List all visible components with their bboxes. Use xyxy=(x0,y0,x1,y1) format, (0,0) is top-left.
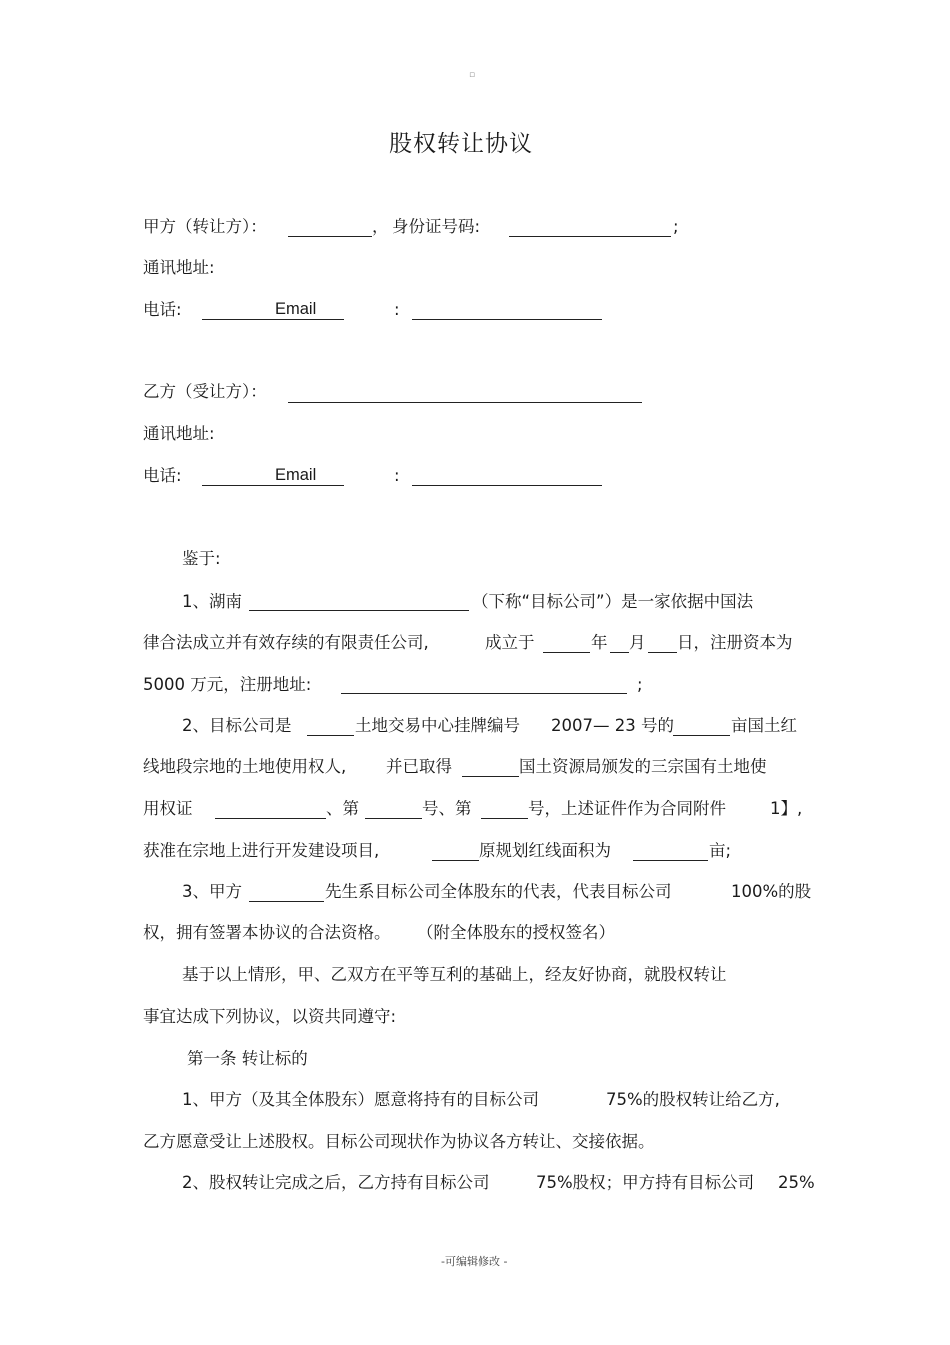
whereas-heading: 鉴于: xyxy=(182,549,221,568)
clause-2-d: 亩国土红 xyxy=(731,716,797,735)
party-a-address-label: 通讯地址: xyxy=(143,258,215,277)
basis-line-1: 基于以上情形，甲、乙双方在平等互利的基础上，经友好协商，就股权转让 xyxy=(182,965,727,984)
clause-2-i: 、第 xyxy=(326,799,359,818)
clause-2-o: 亩; xyxy=(709,841,732,860)
party-a-email-blank[interactable] xyxy=(412,319,602,320)
clause-2-h: 用权证 xyxy=(143,799,193,818)
clause-1-f: 月 xyxy=(629,633,646,652)
clause-1-address-blank[interactable] xyxy=(341,693,627,694)
clause-3-e: （附全体股东的授权签名） xyxy=(417,923,615,942)
party-b-label: 乙方（受让方）： xyxy=(143,382,267,401)
party-a-id-blank[interactable] xyxy=(509,236,671,237)
article-1-p2b: 75%股权；甲方持有目标公司 xyxy=(536,1173,755,1192)
clause-1-c: 律合法成立并有效存续的有限责任公司, xyxy=(143,633,429,652)
clause-1-a: 1、湖南 xyxy=(182,592,242,611)
clause-2-plan-blank[interactable] xyxy=(432,860,479,861)
clause-2-f: 并已取得 xyxy=(386,757,452,776)
clause-2-e: 线地段宗地的土地使用权人, xyxy=(143,757,347,776)
party-a-id-label: 身份证号码: xyxy=(392,217,481,236)
party-b-phone-label: 电话: xyxy=(143,466,182,485)
article-1-p1a: 1、甲方（及其全体股东）愿意将持有的目标公司 xyxy=(182,1090,539,1109)
party-a-email-colon: : xyxy=(394,300,400,319)
clause-1-year-blank[interactable] xyxy=(543,652,590,653)
party-b-name-blank[interactable] xyxy=(288,402,642,403)
party-b-address-label: 通讯地址: xyxy=(143,424,215,443)
clause-1-b: （下称“目标公司”）是一家依据中国法 xyxy=(472,592,754,611)
clause-1-g: 日，注册资本为 xyxy=(677,633,793,652)
article-1-p1b: 75%的股权转让给乙方, xyxy=(606,1090,780,1109)
party-a-name-blank[interactable] xyxy=(288,236,372,237)
clause-3-d: 权，拥有签署本协议的合法资格。 xyxy=(143,923,391,942)
clause-2-c: 2007— 23 号的 xyxy=(551,716,674,735)
party-b-phone-blank[interactable] xyxy=(202,485,344,486)
party-b-email-colon: : xyxy=(394,466,400,485)
clause-2-area-blank[interactable] xyxy=(673,735,730,736)
clause-2-no2-blank[interactable] xyxy=(481,818,528,819)
clause-1-month-blank[interactable] xyxy=(610,652,629,653)
clause-1-company-blank[interactable] xyxy=(249,610,469,611)
article-1-p2a: 2、股权转让完成之后，乙方持有目标公司 xyxy=(182,1173,490,1192)
clause-1-e: 年 xyxy=(591,633,608,652)
clause-2-plan-area-blank[interactable] xyxy=(633,860,708,861)
clause-3-name-blank[interactable] xyxy=(249,901,324,902)
party-a-label: 甲方（转让方）： xyxy=(143,217,267,236)
party-a-phone-label: 电话: xyxy=(143,300,182,319)
header-mark: ▫ xyxy=(469,70,476,80)
party-a-email-label: Email xyxy=(275,300,317,318)
basis-line-2: 事宜达成下列协议，以资共同遵守: xyxy=(143,1007,397,1026)
clause-3-c: 100%的股 xyxy=(731,882,812,901)
clause-2-no1-blank[interactable] xyxy=(365,818,422,819)
clause-2-k: 号，上述证件作为合同附件 xyxy=(528,799,726,818)
clause-1-d: 成立于 xyxy=(485,633,535,652)
clause-2-l: 1】, xyxy=(770,799,803,818)
clause-1-day-blank[interactable] xyxy=(648,652,677,653)
clause-2-n: 原规划红线面积为 xyxy=(479,841,611,860)
clause-2-bureau-blank[interactable] xyxy=(462,776,519,777)
clause-2-center-blank[interactable] xyxy=(307,735,354,736)
clause-3-b: 先生系目标公司全体股东的代表，代表目标公司 xyxy=(325,882,672,901)
party-a-phone-blank[interactable] xyxy=(202,319,344,320)
clause-2-m: 获准在宗地上进行开发建设项目, xyxy=(143,841,380,860)
party-a-comma: ， xyxy=(372,217,389,236)
page-footer: -可编辑修改 - xyxy=(441,1255,508,1268)
clause-2-a: 2、目标公司是 xyxy=(182,716,292,735)
page-title: 股权转让协议 xyxy=(389,131,533,157)
clause-2-cert-blank[interactable] xyxy=(215,818,326,819)
party-a-end: ; xyxy=(673,217,679,236)
clause-1-i: ; xyxy=(637,675,643,694)
clause-2-b: 土地交易中心挂牌编号 xyxy=(355,716,520,735)
article-1-p1c: 乙方愿意受让上述股权。目标公司现状作为协议各方转让、交接依据。 xyxy=(143,1132,655,1151)
clause-2-j: 号、第 xyxy=(422,799,472,818)
party-b-email-blank[interactable] xyxy=(412,485,602,486)
article-1-title: 第一条 转让标的 xyxy=(187,1049,308,1068)
clause-2-g: 国土资源局颁发的三宗国有土地使 xyxy=(519,757,767,776)
party-b-email-label: Email xyxy=(275,466,317,484)
clause-1-h: 5000 万元，注册地址: xyxy=(143,675,312,694)
clause-3-a: 3、甲方 xyxy=(182,882,242,901)
article-1-p2c: 25% xyxy=(778,1173,815,1192)
